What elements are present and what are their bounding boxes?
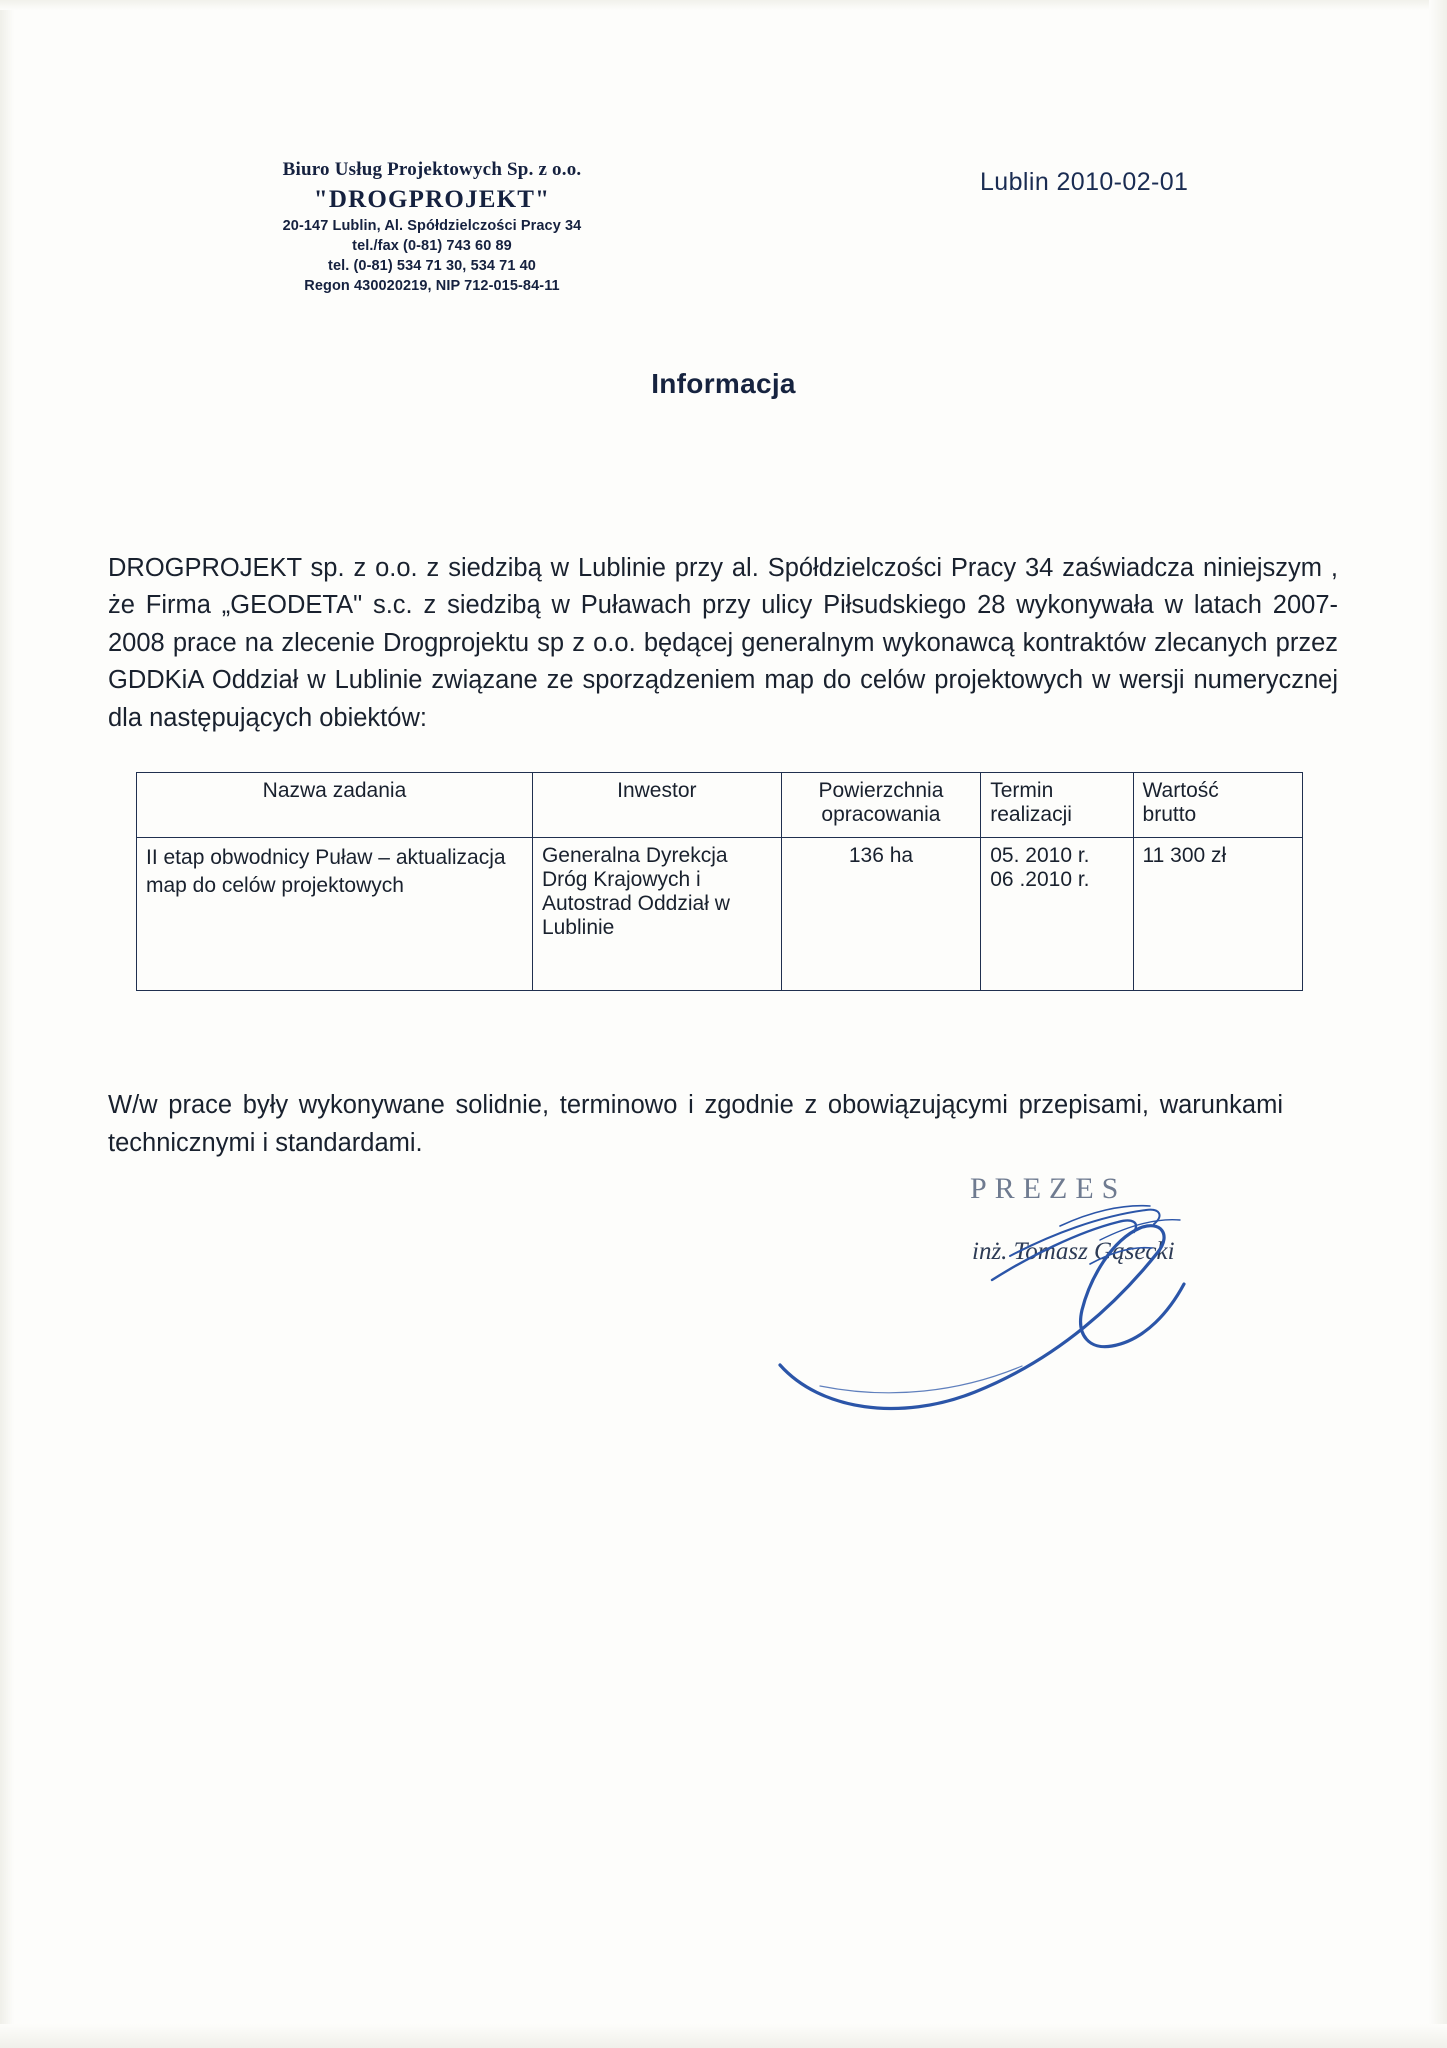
signature-block bbox=[760, 1160, 1320, 1460]
table-header-powierzchnia-line2: opracowania bbox=[821, 803, 941, 826]
table-cell-wartosc: 11 300 zł bbox=[1133, 838, 1302, 991]
closing-paragraph: W/w prace były wykonywane solidnie, terminowo i zgodnie z obowiązującymi przepisami, warunkami technicznymi i standardami. bbox=[108, 1091, 1283, 1158]
table-cell-termin-line1: 05. 2010 r. bbox=[990, 844, 1090, 867]
body-paragraph: DROGPROJEKT sp. z o.o. z siedzibą w Lublinie przy al. Spółdzielczości Pracy 34 zaświadcza niniejszym , że Firma „GEODETA" s.c. z siedzibą w Puławach przy ulicy Piłsudskiego 28 wykonywała w latach 2007-2008 prace na zlecenie Drogprojektu sp z o.o. będącej generalnym wykonawcą kontraktów zlecanych przez GDDKiA Oddział w Lublinie związane ze sporządzeniem map do celów projektowych w wersji numerycznej dla następujących obiektów: bbox=[108, 554, 1338, 732]
letterhead-phone-fax: tel./fax (0-81) 743 60 89 bbox=[352, 238, 512, 255]
table-cell-inwestor: Generalna Dyrekcja Dróg Krajowych i Autostrad Oddział w Lublinie bbox=[532, 838, 781, 991]
table-cell-termin-line2: 06 .2010 r. bbox=[990, 868, 1090, 891]
table-header-nazwa: Nazwa zadania bbox=[137, 773, 533, 838]
scan-edge-bottom bbox=[0, 2024, 1447, 2048]
table-header-termin-line2: realizacji bbox=[990, 803, 1072, 826]
letterhead-regon-nip: Regon 430020219, NIP 712-015-84-11 bbox=[304, 278, 560, 295]
handwritten-signature-icon bbox=[760, 1160, 1320, 1460]
scan-edge-left bbox=[0, 0, 14, 2048]
table-header-termin-line1: Termin bbox=[990, 779, 1054, 802]
table-cell-termin bbox=[981, 838, 1133, 991]
table-header-inwestor: Inwestor bbox=[532, 773, 781, 838]
letterhead bbox=[222, 158, 642, 296]
place-and-date: Lublin 2010-02-01 bbox=[980, 168, 1189, 196]
letterhead-company-name: "DROGPROJEKT" bbox=[313, 185, 551, 213]
signature-role: PREZES bbox=[970, 1172, 1127, 1205]
table-header-powierzchnia-line1: Powierzchnia bbox=[818, 779, 944, 802]
table-header-wartosc bbox=[1133, 773, 1302, 838]
table-cell-nazwa: II etap obwodnicy Puław – aktualizacja map do celów projektowych bbox=[137, 838, 533, 991]
page-title: Informacja bbox=[651, 368, 796, 399]
letterhead-company-type: Biuro Usług Projektowych Sp. z o.o. bbox=[282, 159, 582, 180]
table-header-wartosc-line1: Wartość bbox=[1142, 779, 1219, 802]
letterhead-address: 20-147 Lublin, Al. Spółdzielczości Pracy 34 bbox=[282, 218, 582, 234]
scan-edge-top bbox=[0, 0, 1447, 10]
table-header-termin bbox=[981, 773, 1133, 838]
scan-edge-right bbox=[1429, 0, 1447, 2048]
table-header-powierzchnia bbox=[781, 773, 981, 838]
table-header-wartosc-line2: brutto bbox=[1142, 803, 1197, 826]
letterhead-phone: tel. (0-81) 534 71 30, 534 71 40 bbox=[328, 258, 536, 275]
table-header-row bbox=[137, 773, 1303, 838]
table-row bbox=[137, 838, 1303, 991]
projects-table bbox=[136, 772, 1303, 991]
table-cell-powierzchnia: 136 ha bbox=[781, 838, 981, 991]
signature-name: inż. Tomasz Gąsecki bbox=[972, 1238, 1175, 1265]
